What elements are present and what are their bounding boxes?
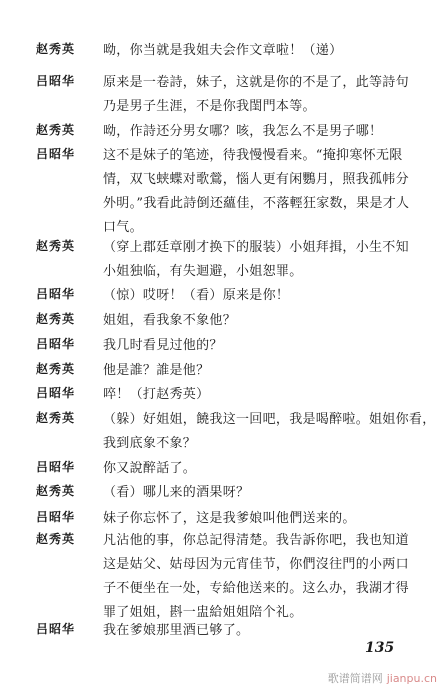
speaker-name: 赵秀英 xyxy=(36,532,76,546)
speaker-name: 赵秀英 xyxy=(36,312,76,326)
dialogue-line: 妹子你忘怀了，这是我爹娘叫他們送来的。 xyxy=(103,511,356,526)
dialogue-line: 乃是男子生涯，不是你我閨門本等。 xyxy=(103,99,316,114)
dialogue-line: 小姐独临，有失迴避，小姐恕罪。 xyxy=(103,264,303,279)
dialogue-line: 呦，你当就是我姐夫会作文章啦！（递） xyxy=(103,43,343,58)
dialogue-line: （惊）哎呀！（看）原来是你！ xyxy=(103,288,290,303)
speaker-name: 吕昭华 xyxy=(36,337,76,351)
dialogue-line: 这不是妹子的笔迹，待我慢慢看来。“掩抑寒怀无限 xyxy=(103,148,403,163)
speaker-name: 赵秀英 xyxy=(36,411,76,425)
dialogue-line: 原来是一卷詩，妹子，这就是你的不是了，此等詩句 xyxy=(103,75,409,90)
dialogue-line: 外明。”我看此詩倒还蘊佳，不落輕狂家数，果是才人 xyxy=(103,196,410,211)
dialogue-line: 呦，作詩还分男女哪？咳，我怎么不是男子哪！ xyxy=(103,124,383,139)
speaker-name: 赵秀英 xyxy=(36,123,76,137)
page-number: 135 xyxy=(365,640,395,656)
dialogue-line: 他是誰？誰是他？ xyxy=(103,363,210,378)
dialogue-line: 我在爹娘那里酒已够了。 xyxy=(103,623,250,638)
watermark-site: jianpu.cn xyxy=(386,672,437,685)
speaker-name: 赵秀英 xyxy=(36,42,76,56)
speaker-name: 吕昭华 xyxy=(36,510,76,524)
dialogue-line: 姐姐，看我象不象他？ xyxy=(103,313,237,328)
dialogue-line: 子不便坐在一处，专給他送来的。这么办，我湖才得 xyxy=(103,581,409,596)
dialogue-line: 啐！（打赵秀英） xyxy=(103,387,210,402)
dialogue-line: （穿上郡廷章刚才换下的服装）小姐拜揖，小生不知 xyxy=(103,240,409,255)
watermark-text: 歌谱简谱网 xyxy=(327,672,383,685)
dialogue-line: （躲）好姐姐，饒我这一回吧，我是喝醉啦。姐姐你看， xyxy=(103,412,436,427)
dialogue-line: 口气。 xyxy=(103,220,143,235)
speaker-name: 赵秀英 xyxy=(36,239,76,253)
dialogue-line: 我几时看見过他的？ xyxy=(103,338,223,353)
dialogue-line: 凡沾他的事，你总記得清楚。我告訴你吧，我也知道 xyxy=(103,533,409,548)
watermark xyxy=(328,670,437,686)
dialogue-line: 情，双飞蛱蝶对歌鶯，惱人更有闲鸚月，照我孤帏分 xyxy=(103,172,409,187)
dialogue-line: 这是姑父、姑母因为元宵佳节，你們沒往門的小两口 xyxy=(103,557,409,572)
speaker-name: 吕昭华 xyxy=(36,74,76,88)
speaker-name: 吕昭华 xyxy=(36,460,76,474)
speaker-name: 赵秀英 xyxy=(36,362,76,376)
dialogue-line: 你又說醉話了。 xyxy=(103,461,197,476)
speaker-name: 吕昭华 xyxy=(36,622,76,636)
dialogue-line: 我到底象不象？ xyxy=(103,436,197,451)
speaker-name: 赵秀英 xyxy=(36,484,76,498)
dialogue-line: （看）哪儿来的酒果呀？ xyxy=(103,485,250,500)
speaker-name: 吕昭华 xyxy=(36,386,76,400)
speaker-name: 吕昭华 xyxy=(36,147,76,161)
dialogue-line: 罪了姐姐，斟一盅給姐姐陪个礼。 xyxy=(103,605,303,620)
speaker-name: 吕昭华 xyxy=(36,287,76,301)
